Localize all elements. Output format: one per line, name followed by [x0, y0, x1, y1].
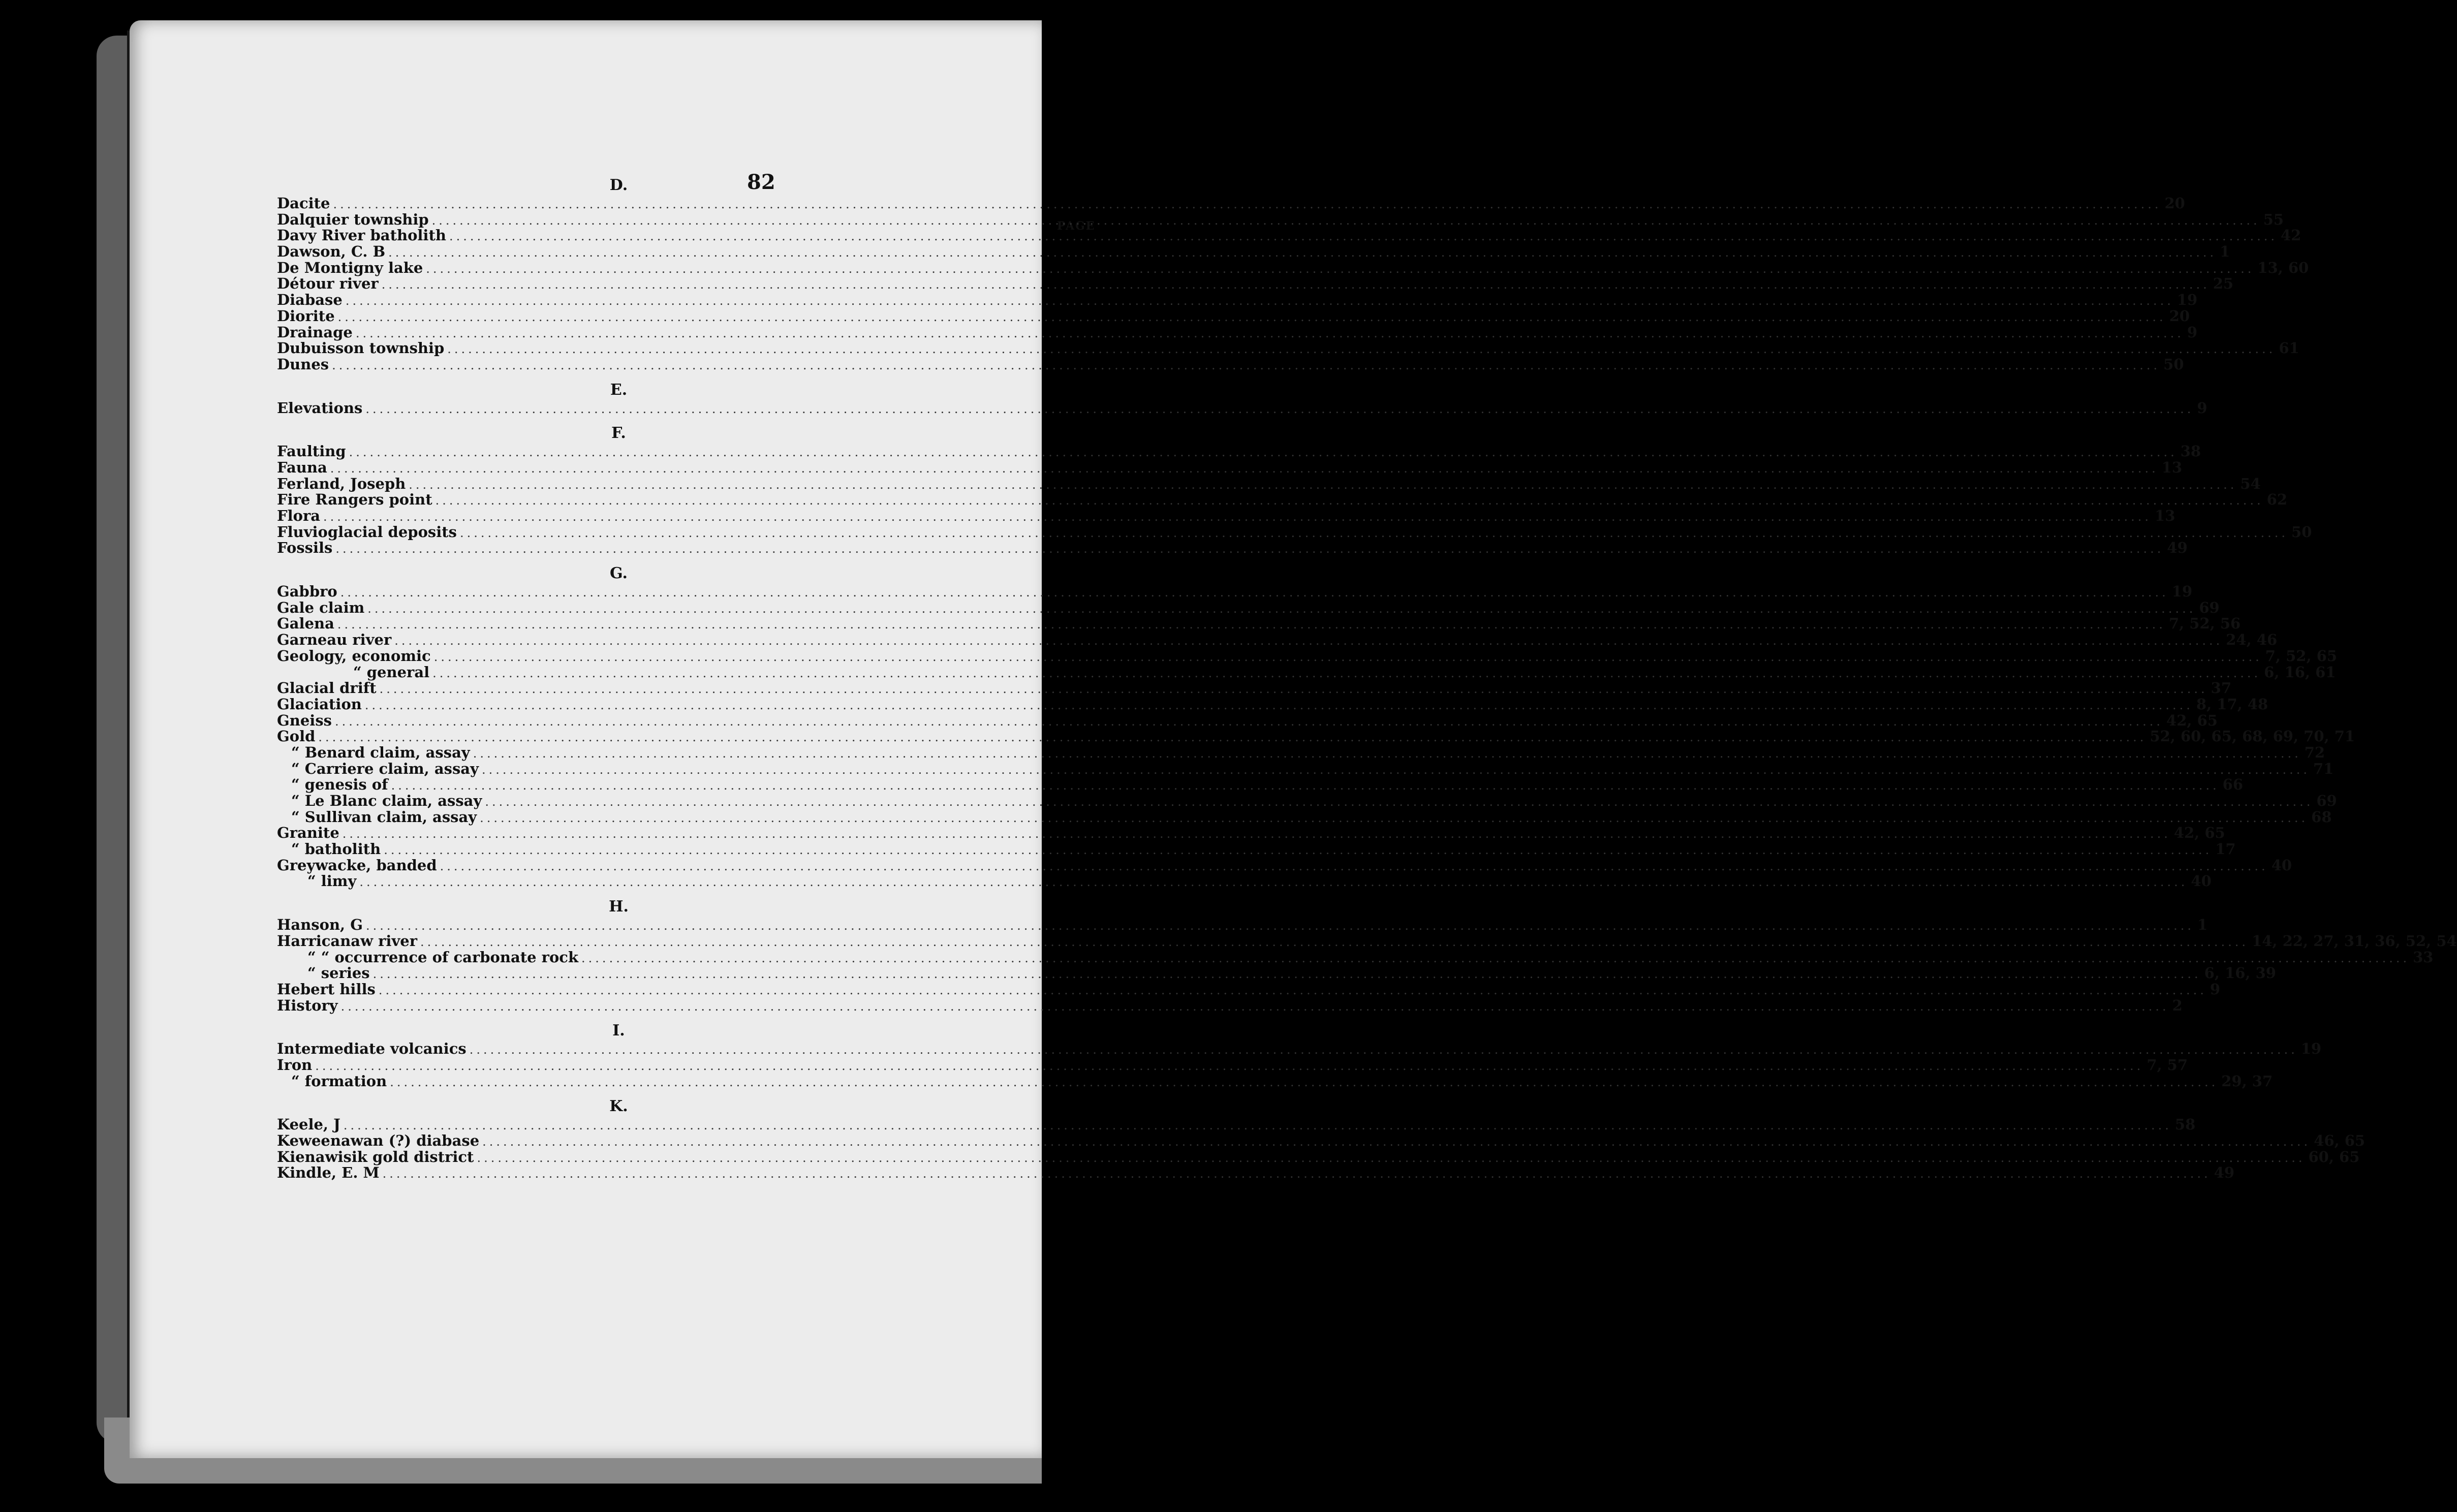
index-entry [277, 1040, 2322, 1058]
section-letter: D. [609, 176, 628, 194]
index-term: “ general [353, 663, 430, 681]
dot-leader [383, 1166, 2211, 1182]
dot-leader [391, 778, 2220, 794]
index-term: Gneiss [277, 711, 332, 729]
dot-leader [380, 681, 2208, 698]
dot-leader [581, 951, 2410, 967]
index-term: Elevations [277, 399, 363, 417]
index-term: De Montigny lake [277, 259, 423, 276]
index-term: Hebert hills [277, 980, 376, 998]
index-term: Glaciation [277, 695, 362, 713]
page-refs: 66 [2222, 776, 2244, 794]
section-letter: G. [610, 564, 628, 583]
dot-leader [379, 983, 2207, 999]
index-entry [277, 964, 2276, 982]
dot-leader [436, 493, 2264, 509]
index-section [277, 563, 2355, 890]
dot-leader [344, 1118, 2172, 1134]
page-refs: 13 [2161, 458, 2183, 476]
page-refs: 71 [2313, 760, 2334, 777]
index-term: Fluvioglacial deposits [277, 523, 457, 541]
index-term: “ limy [307, 872, 357, 890]
page-refs: 13 [2155, 507, 2175, 524]
page-refs: 50 [2163, 355, 2184, 373]
page-refs: 49 [2167, 539, 2188, 557]
dot-leader [384, 842, 2212, 859]
index-term: Dacite [277, 195, 330, 212]
page-refs: 72 [2304, 743, 2325, 761]
index-term: “ Sullivan claim, assay [291, 808, 477, 826]
page-refs: 6, 16, 61 [2264, 663, 2336, 681]
index-entry [277, 840, 2236, 858]
dot-leader [340, 585, 2169, 601]
index-entry [277, 1072, 2273, 1090]
index-term: Fauna [277, 458, 327, 476]
dot-leader [373, 966, 2201, 983]
index-entry [277, 647, 2338, 665]
page-refs: 33 [2413, 948, 2434, 966]
index-term: Keweenawan (?) diabase [277, 1132, 480, 1149]
index-entry [277, 1132, 2366, 1149]
page-refs: 69 [2316, 792, 2337, 809]
page-refs: 60, 65 [2308, 1148, 2360, 1166]
dot-leader [356, 326, 2184, 342]
page-refs: 9 [2187, 323, 2198, 341]
index-entry [277, 824, 2225, 842]
index-term: “ batholith [291, 840, 381, 858]
index-entry [277, 507, 2175, 524]
page-refs: 61 [2279, 339, 2299, 357]
index-term: “ Le Blanc claim, assay [291, 792, 482, 809]
index-term: Glacial drift [277, 679, 377, 697]
index-entry [277, 598, 2220, 616]
dot-leader [482, 1134, 2311, 1150]
page-refs: 29, 37 [2221, 1072, 2273, 1090]
index-entry [277, 443, 2201, 460]
page-refs: 40 [2191, 872, 2212, 890]
page-refs: 1 [2220, 243, 2230, 261]
index-entry [277, 695, 2268, 713]
dot-leader [337, 617, 2166, 633]
page-refs: 20 [2169, 307, 2190, 325]
page-refs: 9 [2210, 980, 2221, 998]
dot-leader [420, 934, 2249, 951]
page-refs: 2 [2172, 996, 2183, 1014]
page-refs: 37 [2211, 679, 2231, 697]
index-entry [277, 339, 2299, 357]
dot-leader [473, 746, 2302, 762]
index-entry [277, 679, 2231, 697]
page-refs: 7, 52, 65 [2265, 647, 2338, 665]
index-entry [277, 1148, 2360, 1166]
dot-leader [366, 918, 2194, 934]
index-term: Galena [277, 615, 334, 633]
index-section [277, 897, 2457, 1014]
dot-leader [332, 358, 2160, 374]
page-refs: 19 [2300, 1040, 2322, 1058]
index-term: History [277, 996, 338, 1014]
page-refs: 24, 46 [2226, 631, 2278, 649]
index-term: Ferland, Joseph [277, 475, 406, 492]
page-refs: 8, 17, 48 [2196, 695, 2268, 713]
page-refs: 7, 52, 56 [2168, 615, 2241, 633]
page-refs: 52, 60, 65, 68, 69, 70, 71 [2150, 728, 2355, 745]
index-entry [277, 932, 2457, 950]
index-entry [277, 1056, 2188, 1074]
index-entry [277, 792, 2337, 809]
section-letter: E. [610, 381, 628, 399]
page-refs: 14, 22, 27, 31, 36, 52, 54 [2252, 932, 2457, 950]
index-term: Gabbro [277, 583, 337, 601]
page-refs: 68 [2311, 808, 2332, 826]
dot-leader [315, 1058, 2143, 1075]
dot-leader [318, 730, 2147, 746]
index-entry [277, 728, 2355, 745]
index-entry [277, 1116, 2196, 1133]
page-refs: 13, 60 [2257, 259, 2309, 276]
page-column-header: PAGE [1057, 219, 1096, 233]
index-term: Davy River batholith [277, 227, 446, 244]
index-entry [277, 948, 2434, 966]
dot-leader [432, 213, 2260, 229]
index-entry [277, 491, 2288, 509]
index-entry [277, 1164, 2235, 1182]
index-term: “ Carriere claim, assay [291, 760, 479, 777]
index-term: Détour river [277, 275, 379, 293]
index-term: Diorite [277, 307, 335, 325]
index-entry [277, 399, 2207, 417]
dot-leader [338, 309, 2166, 326]
dot-leader [485, 794, 2313, 810]
index-term: Hanson, G [277, 916, 363, 934]
dot-leader [388, 245, 2217, 261]
index-term: Drainage [277, 323, 353, 341]
index-term: Keele, J [277, 1116, 340, 1133]
page-refs: 7, 57 [2147, 1056, 2188, 1074]
index-entry [277, 663, 2336, 681]
page-refs: 1 [2197, 916, 2208, 934]
page-refs: 6, 16, 39 [2204, 964, 2276, 982]
index-term: Gale claim [277, 598, 365, 616]
dot-leader [480, 810, 2308, 827]
dot-leader [367, 601, 2196, 617]
page-refs: 42, 65 [2173, 824, 2225, 842]
page-refs: 69 [2199, 598, 2220, 616]
index-entry [277, 475, 2261, 492]
index-term: “ “ occurrence of carbonate rock [307, 948, 579, 966]
dot-leader [477, 1150, 2305, 1167]
dot-leader [460, 525, 2288, 542]
dot-leader [335, 714, 2163, 730]
page-number: 82 [747, 170, 775, 194]
index-entry [277, 996, 2183, 1014]
dot-leader [333, 197, 2161, 213]
index-term: Diabase [277, 291, 343, 309]
page-refs: 20 [2164, 195, 2185, 212]
index-section [277, 380, 2207, 417]
index-entry [277, 539, 2188, 557]
page-refs: 49 [2214, 1164, 2235, 1182]
dot-leader [390, 1075, 2218, 1091]
section-letter: F. [611, 424, 626, 443]
index-entry [277, 355, 2184, 373]
index-entry [277, 916, 2208, 934]
dot-leader [359, 874, 2188, 891]
index-term: “ Benard claim, assay [291, 743, 470, 761]
index-term: Intermediate volcanics [277, 1040, 466, 1058]
page-refs: 17 [2215, 840, 2236, 858]
index-entry [277, 323, 2198, 341]
dot-leader [335, 541, 2164, 557]
page-refs: 55 [2263, 210, 2284, 228]
dot-leader [434, 649, 2262, 666]
index-entry [277, 776, 2244, 794]
index-entry [277, 583, 2193, 601]
index-entry [277, 243, 2230, 261]
index-entry [277, 195, 2185, 212]
index-term: Granite [277, 824, 339, 842]
dot-leader [409, 477, 2237, 493]
index-entry [277, 307, 2190, 325]
page-refs: 42 [2280, 227, 2302, 244]
dot-leader [449, 229, 2278, 245]
page-refs: 54 [2240, 475, 2261, 492]
index-entry [277, 615, 2241, 633]
index-term: Kindle, E. M [277, 1164, 380, 1182]
page-refs: 50 [2291, 523, 2312, 541]
index-term: Dalquier township [277, 210, 429, 228]
page-refs: 58 [2174, 1116, 2196, 1133]
dot-leader [440, 859, 2268, 875]
index-entry [277, 872, 2212, 890]
dot-leader [382, 277, 2210, 293]
index-term: Dubuisson township [277, 339, 445, 357]
index-entry [277, 980, 2221, 998]
index-section [277, 1096, 2366, 1182]
index-term: Dunes [277, 355, 329, 373]
index-term: Kienawisik gold district [277, 1148, 474, 1166]
index-term: Gold [277, 728, 316, 745]
index-entry [277, 711, 2218, 729]
dot-leader [365, 401, 2194, 418]
section-letter: H. [609, 898, 629, 916]
index-entry [277, 856, 2292, 874]
index-entry [277, 743, 2325, 761]
dot-leader [447, 341, 2276, 358]
dot-leader [341, 999, 2169, 1015]
page-refs: 19 [2171, 583, 2193, 601]
dot-leader [330, 461, 2159, 477]
page-refs: 25 [2213, 275, 2234, 293]
dot-leader [426, 261, 2254, 277]
index-term: Greywacke, banded [277, 856, 437, 874]
index-term: Dawson, C. B [277, 243, 386, 261]
index-term: Geology, economic [277, 647, 431, 665]
page-refs: 42, 65 [2166, 711, 2218, 729]
page-refs: 62 [2266, 491, 2288, 509]
page-refs: 46, 65 [2314, 1132, 2366, 1149]
index-term: Fossils [277, 539, 333, 557]
index-entry [277, 227, 2302, 244]
page-refs: 38 [2180, 443, 2201, 460]
dot-leader [470, 1042, 2298, 1058]
index-term: Harricanaw river [277, 932, 418, 950]
section-letter: I. [612, 1022, 625, 1040]
index-entry [277, 458, 2183, 476]
index-entry [277, 631, 2278, 649]
index-term: “ series [307, 964, 370, 982]
index-term: Faulting [277, 443, 346, 460]
page-refs: 40 [2271, 856, 2292, 874]
dot-leader [323, 509, 2152, 525]
index-entry [277, 275, 2234, 293]
dot-leader [432, 666, 2261, 682]
index-section [277, 423, 2312, 557]
index-term: Flora [277, 507, 321, 524]
index-entry [277, 808, 2332, 826]
dot-leader [349, 445, 2178, 461]
index-section [277, 1021, 2322, 1090]
dot-leader [365, 698, 2193, 714]
index-term: Fire Rangers point [277, 491, 432, 509]
page-refs: 19 [2176, 291, 2198, 309]
page-refs: 9 [2197, 399, 2207, 417]
index-term: “ formation [291, 1072, 387, 1090]
index-term: Garneau river [277, 631, 392, 649]
index-entry [277, 523, 2312, 541]
index-entry [277, 259, 2309, 276]
dot-leader [346, 293, 2174, 309]
index-term: “ genesis of [291, 776, 388, 794]
index-entry [277, 760, 2334, 777]
dot-leader [343, 826, 2171, 842]
section-letter: K. [609, 1097, 628, 1116]
index-entry [277, 291, 2198, 309]
index-term: Iron [277, 1056, 313, 1074]
dot-leader [482, 762, 2310, 778]
dot-leader [394, 633, 2223, 649]
